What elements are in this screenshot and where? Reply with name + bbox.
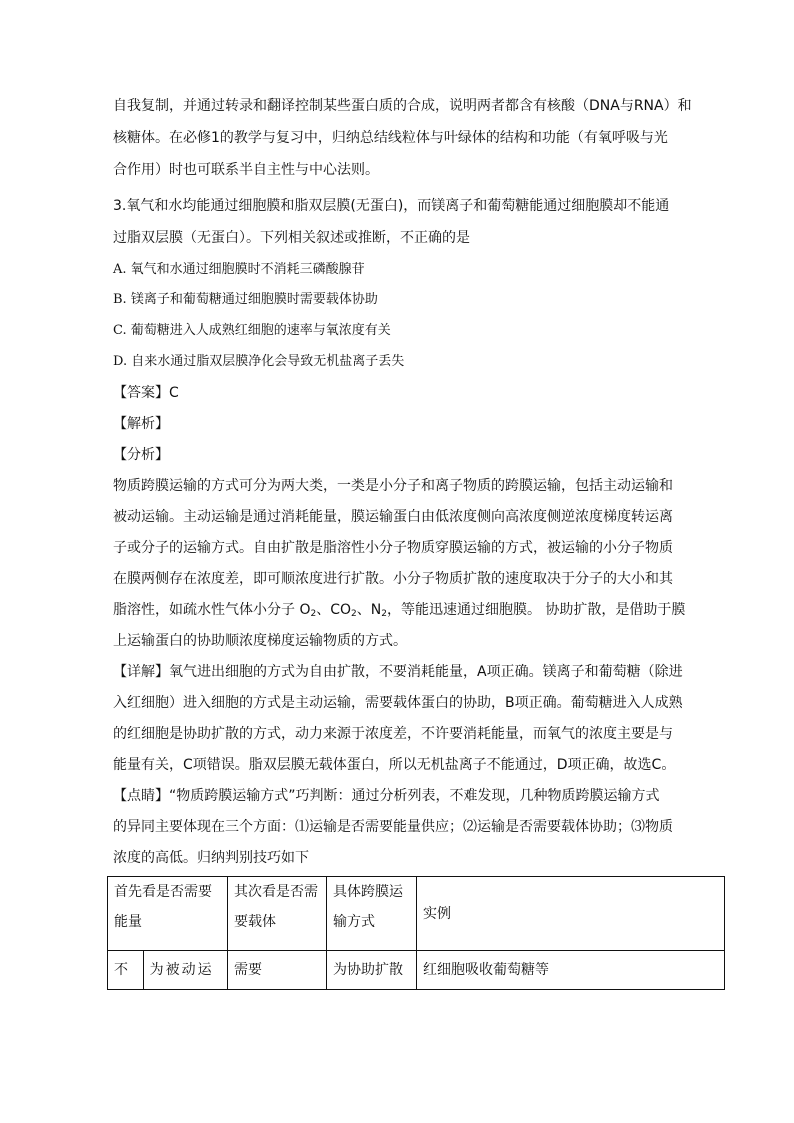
summary-table (107, 876, 725, 990)
table-header-text: 能量 (114, 914, 142, 930)
option-c: C. 葡萄糖进入人成熟红细胞的速率与氧浓度有关 (113, 323, 391, 338)
fenxi-label: 【分析】 (113, 447, 169, 463)
tip-line-2: 的异同主要体现在三个方面：⑴运输是否需要能量供应；⑵运输是否需要载体协助；⑶物质 (113, 819, 673, 835)
jiexi-label: 【解析】 (113, 416, 169, 432)
table-header-text: 输方式 (333, 914, 375, 930)
detail-line-4: 能量有关，C项错误。脂双层膜无载体蛋白，所以无机盐离子不能通过，D项正确，故选C。 (113, 757, 676, 773)
analysis-text: 、N (356, 602, 382, 618)
table-header-cell (417, 877, 725, 951)
table-cell: 需要 (228, 951, 327, 990)
table-row (108, 951, 725, 990)
table-header-row (108, 877, 725, 951)
table-header-text: 具体跨膜运 (333, 884, 403, 900)
intro-line-1: 自我复制，并通过转录和翻译控制某些蛋白质的合成，说明两者都含有核酸（DNA与RNA）和 (113, 98, 692, 114)
intro-line-3: 合作用）时也可联系半自主性与中心法则。 (113, 162, 379, 178)
analysis-text: ，等能迅速通过细胞膜。 协助扩散，是借助于膜 (386, 602, 686, 618)
question-stem-line-1: 3.氧气和水均能通过细胞膜和脂双层膜(无蛋白)，而镁离子和葡萄糖能通过细胞膜却不能通 (113, 198, 670, 214)
analysis-line-6: 上运输蛋白的协助顺浓度梯度运输物质的方式。 (113, 633, 407, 649)
table-cell: 为协助扩散 (327, 951, 417, 990)
table-header-text: 实例 (423, 905, 451, 922)
analysis-line-1: 物质跨膜运输的方式可分为两大类，一类是小分子和离子物质的跨膜运输，包括主动运输和 (113, 478, 673, 494)
analysis-line-2: 被动运输。主动运输是通过消耗能量，膜运输蛋白由低浓度侧向高浓度侧逆浓度梯度转运离 (113, 509, 673, 525)
subscript: 2 (351, 609, 357, 619)
analysis-line-3: 子或分子的运输方式。自由扩散是脂溶性小分子物质穿膜运输的方式，被运输的小分子物质 (113, 540, 673, 556)
answer-label: 【答案】C (113, 385, 179, 401)
tip-line-3: 浓度的高低。归纳判别技巧如下 (113, 850, 309, 866)
table-header-text: 要载体 (234, 914, 276, 930)
analysis-text: 脂溶性，如疏水性气体小分子 O (113, 602, 311, 618)
table-header-text: 首先看是否需要 (114, 884, 212, 900)
analysis-text: 、CO (316, 602, 352, 618)
option-d: D. 自来水通过脂双层膜净化会导致无机盐离子丢失 (113, 354, 405, 369)
analysis-line-4: 在膜两侧存在浓度差，即可顺浓度进行扩散。小分子物质扩散的速度取决于分子的大小和其 (113, 571, 673, 587)
table-cell: 红细胞吸收葡萄糖等 (417, 951, 725, 990)
tip-line-1: 【点睛】“物质跨膜运输方式”巧判断：通过分析列表，不难发现，几种物质跨膜运输方式 (113, 788, 660, 804)
table-header-cell (108, 877, 228, 951)
table-header-cell (327, 877, 417, 951)
table-cell: 为被动运 (143, 951, 227, 990)
table-header-text: 其次看是否需 (234, 884, 318, 900)
subscript: 2 (381, 609, 387, 619)
detail-line-2: 入红细胞）进入细胞的方式是主动运输，需要载体蛋白的协助，B项正确。葡萄糖进入人成熟 (113, 695, 683, 711)
option-b: B. 镁离子和葡萄糖通过细胞膜时需要载体协助 (113, 292, 378, 307)
analysis-line-5 (113, 602, 685, 618)
intro-line-2: 核糖体。在必修1的教学与复习中，归纳总结线粒体与叶绿体的结构和功能（有氧呼吸与光 (113, 130, 668, 146)
detail-line-3: 的红细胞是协助扩散的方式，动力来源于浓度差，不许要消耗能量，而氧气的浓度主要是与 (113, 726, 673, 742)
detail-line-1: 【详解】氧气进出细胞的方式为自由扩散，不要消耗能量，A项正确。镁离子和葡萄糖（除进 (113, 664, 683, 680)
table-header-cell (228, 877, 327, 951)
question-stem-line-2: 过脂双层膜（无蛋白）。下列相关叙述或推断，不正确的是 (113, 230, 470, 246)
option-a: A. 氧气和水通过细胞膜时不消耗三磷酸腺苷 (113, 262, 365, 277)
table-cell: 不 (108, 951, 144, 990)
subscript: 2 (310, 609, 317, 619)
